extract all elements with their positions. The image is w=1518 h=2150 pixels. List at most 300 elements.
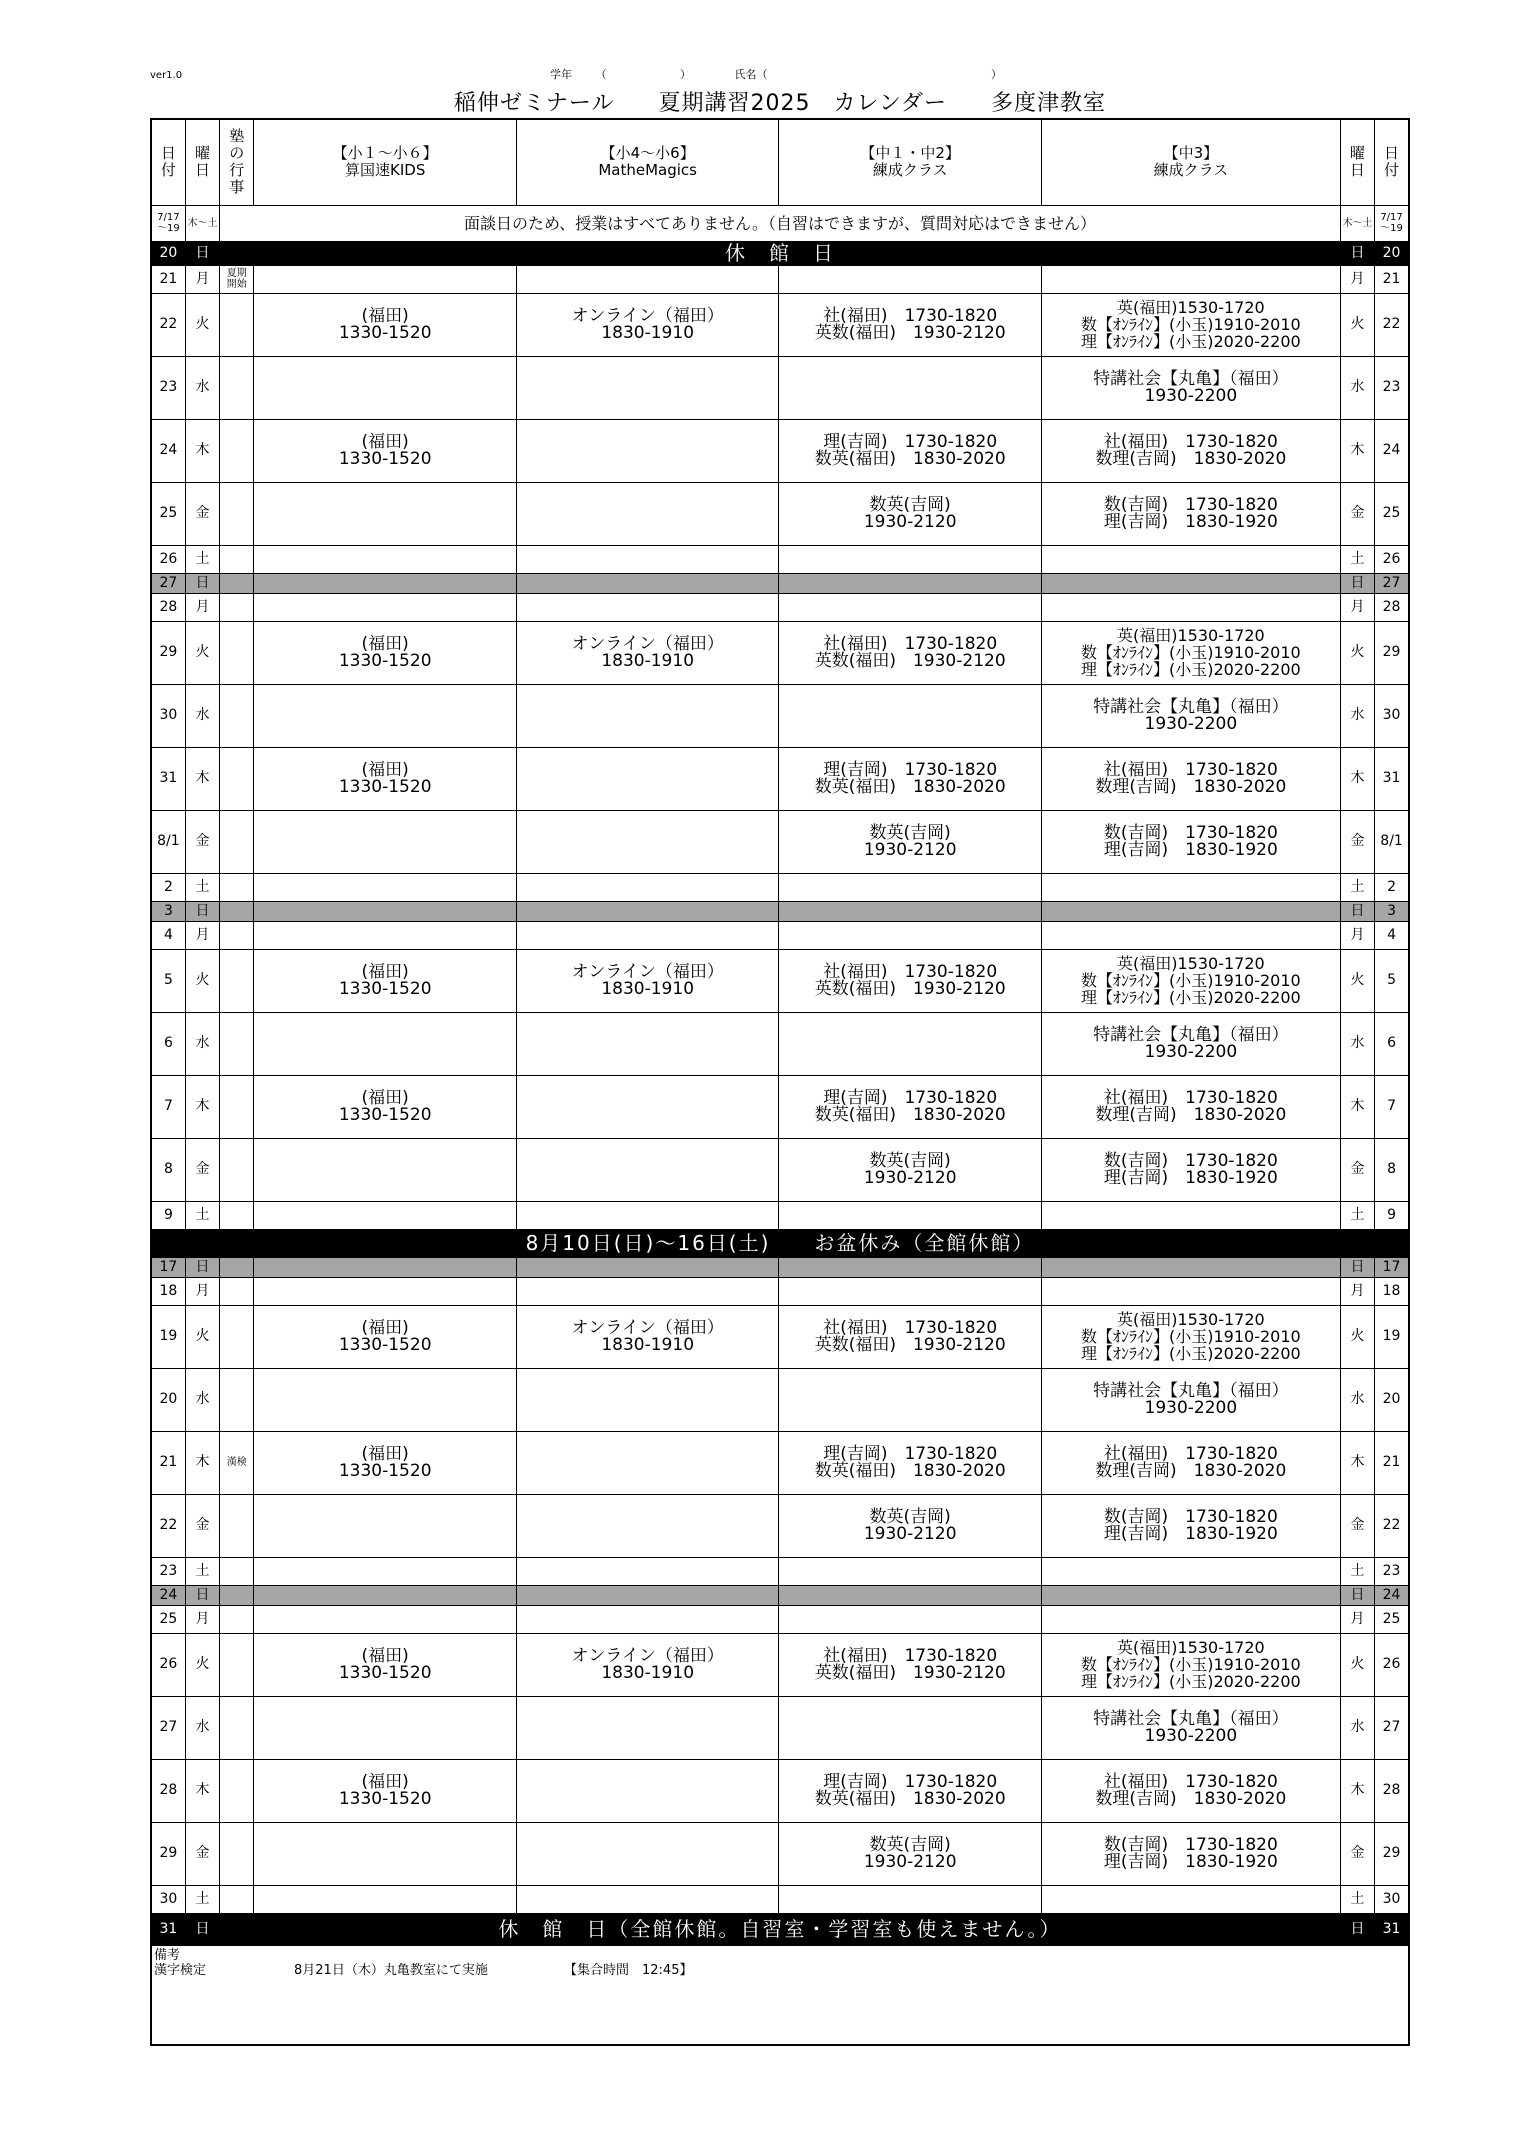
event-cell: 漢検 [220,1431,254,1494]
weekday-cell: 金 [185,1822,219,1885]
kids-cell [254,482,517,545]
weekday-cell: 火 [185,949,219,1012]
weekday-cell-right: 月 [1340,1605,1374,1633]
event-cell [220,873,254,901]
event-cell [220,593,254,621]
middle-1-2-cell [779,1585,1042,1605]
middle-1-2-cell: 社(福田) 1730-1820 英数(福田) 1930-2120 [779,1633,1042,1696]
header-date: 日 付 [151,119,185,205]
event-cell [220,1585,254,1605]
header-middle-3: 【中3】 練成クラス [1041,119,1340,205]
date-cell: 29 [151,621,185,684]
kids-cell [254,1585,517,1605]
event-cell [220,356,254,419]
weekday-cell-right: 火 [1340,293,1374,356]
date-cell: 25 [151,482,185,545]
mathemagics-cell [516,810,779,873]
middle-3-cell: 英(福田)1530-1720 数【ｵﾝﾗｲﾝ】(小玉)1910-2010 理【ｵﾝﾗｲﾝ】(小玉)2020-2200 [1041,621,1340,684]
date-cell-right: 2 [1375,873,1409,901]
weekday-cell: 金 [185,1494,219,1557]
date-cell-right: 22 [1375,293,1409,356]
middle-1-2-cell [779,573,1042,593]
weekday-cell: 木 [185,1431,219,1494]
kids-cell: (福田) 1330-1520 [254,1305,517,1368]
middle-3-cell [1041,921,1340,949]
middle-1-2-cell: 理(吉岡) 1730-1820 数英(福田) 1830-2020 [779,419,1042,482]
date-cell: 28 [151,1759,185,1822]
middle-1-2-cell: 数英(吉岡) 1930-2120 [779,1138,1042,1201]
event-cell [220,1368,254,1431]
table-row [151,1075,1409,1138]
date-cell: 8 [151,1138,185,1201]
table-row [151,1557,1409,1585]
mathemagics-cell [516,1431,779,1494]
event-cell [220,545,254,573]
header-middle-1-2: 【中１・中2】 練成クラス [779,119,1042,205]
middle-1-2-cell [779,1257,1042,1277]
middle-1-2-cell [779,1885,1042,1913]
name-label: 氏名（ [734,68,768,81]
kids-cell [254,1822,517,1885]
date-cell: 23 [151,356,185,419]
table-row [151,241,1409,265]
date-cell-right: 26 [1375,545,1409,573]
weekday-cell-right: 火 [1340,1305,1374,1368]
date-cell: 8/1 [151,810,185,873]
kids-cell [254,1277,517,1305]
weekday-cell-right: 火 [1340,1633,1374,1696]
middle-3-cell: 数(吉岡) 1730-1820 理(吉岡) 1830-1920 [1041,1138,1340,1201]
middle-3-cell [1041,545,1340,573]
kids-cell: (福田) 1330-1520 [254,1431,517,1494]
interview-notice: 面談日のため、授業はすべてありません。（自習はできますが、質問対応はできません） [220,205,1341,241]
date-cell-right: 28 [1375,593,1409,621]
notes-heading: 備考 [154,1947,181,1963]
table-row [151,1305,1409,1368]
date-cell-right: 24 [1375,1585,1409,1605]
date-cell: 3 [151,901,185,921]
weekday-cell: 水 [185,1012,219,1075]
date-cell-right: 9 [1375,1201,1409,1229]
middle-3-cell: 特講社会【丸亀】（福田） 1930-2200 [1041,1012,1340,1075]
weekday-cell: 水 [185,356,219,419]
table-row [151,1633,1409,1696]
weekday-cell: 火 [185,293,219,356]
middle-1-2-cell: 数英(吉岡) 1930-2120 [779,1822,1042,1885]
mathemagics-cell [516,1885,779,1913]
weekday-cell-right: 日 [1340,241,1374,265]
date-cell: 31 [151,747,185,810]
date-cell-right: 3 [1375,901,1409,921]
weekday-cell: 日 [185,1257,219,1277]
mathemagics-cell [516,1605,779,1633]
version-label: ver1.0 [150,70,183,81]
kids-cell [254,1494,517,1557]
date-cell-right: 22 [1375,1494,1409,1557]
date-cell: 21 [151,1431,185,1494]
middle-3-cell [1041,1257,1340,1277]
event-cell [220,747,254,810]
kids-cell: (福田) 1330-1520 [254,419,517,482]
weekday-cell: 月 [185,1277,219,1305]
table-row [151,901,1409,921]
middle-1-2-cell: 社(福田) 1730-1820 英数(福田) 1930-2120 [779,621,1042,684]
kids-cell [254,1012,517,1075]
weekday-cell-right: 土 [1340,545,1374,573]
middle-3-cell: 英(福田)1530-1720 数【ｵﾝﾗｲﾝ】(小玉)1910-2010 理【ｵﾝﾗｲﾝ】(小玉)2020-2200 [1041,1633,1340,1696]
kids-cell: (福田) 1330-1520 [254,747,517,810]
date-cell: 27 [151,1696,185,1759]
middle-3-cell: 英(福田)1530-1720 数【ｵﾝﾗｲﾝ】(小玉)1910-2010 理【ｵﾝﾗｲﾝ】(小玉)2020-2200 [1041,1305,1340,1368]
middle-3-cell: 英(福田)1530-1720 数【ｵﾝﾗｲﾝ】(小玉)1910-2010 理【ｵﾝﾗｲﾝ】(小玉)2020-2200 [1041,949,1340,1012]
middle-1-2-cell [779,545,1042,573]
middle-3-cell: 特講社会【丸亀】（福田） 1930-2200 [1041,1368,1340,1431]
weekday-cell-right: 金 [1340,810,1374,873]
middle-3-cell [1041,901,1340,921]
weekday-cell-right: 土 [1340,1557,1374,1585]
kids-cell: (福田) 1330-1520 [254,1633,517,1696]
event-cell [220,1696,254,1759]
middle-3-cell: 英(福田)1530-1720 数【ｵﾝﾗｲﾝ】(小玉)1910-2010 理【ｵﾝﾗｲﾝ】(小玉)2020-2200 [1041,293,1340,356]
notes-item-detail: 8月21日（木）丸亀教室にて実施 [294,1962,488,1978]
middle-1-2-cell: 社(福田) 1730-1820 英数(福田) 1930-2120 [779,949,1042,1012]
weekday-cell-right: 水 [1340,356,1374,419]
middle-3-cell: 社(福田) 1730-1820 数理(吉岡) 1830-2020 [1041,747,1340,810]
date-cell-right: 19 [1375,1305,1409,1368]
weekday-cell-right: 水 [1340,1012,1374,1075]
date-cell: 7 [151,1075,185,1138]
weekday-cell: 日 [185,1585,219,1605]
middle-3-cell [1041,593,1340,621]
obon-banner: 8月10日(日)～16日(土) お盆休み（全館休館） [151,1229,1409,1257]
middle-3-cell [1041,265,1340,293]
weekday-cell: 月 [185,593,219,621]
date-cell-right: 20 [1375,1368,1409,1431]
date-cell: 21 [151,265,185,293]
mathemagics-cell [516,545,779,573]
weekday-cell-right: 水 [1340,1368,1374,1431]
middle-1-2-cell [779,1368,1042,1431]
weekday-cell: 木～土 [185,205,219,241]
table-row [151,921,1409,949]
weekday-cell: 金 [185,810,219,873]
weekday-cell-right: 木 [1340,1431,1374,1494]
date-cell: 17 [151,1257,185,1277]
event-cell [220,1822,254,1885]
date-cell: 29 [151,1822,185,1885]
mathemagics-cell [516,1257,779,1277]
kids-cell [254,810,517,873]
weekday-cell-right: 月 [1340,1277,1374,1305]
header-mathemagics: 【小4～小6】 MatheMagics [516,119,779,205]
middle-1-2-cell [779,1605,1042,1633]
mathemagics-cell: オンライン（福田） 1830-1910 [516,1633,779,1696]
date-cell: 26 [151,545,185,573]
event-cell [220,684,254,747]
kids-cell [254,873,517,901]
middle-3-cell [1041,1557,1340,1585]
date-cell-right: 28 [1375,1759,1409,1822]
calendar-table [150,118,1410,2046]
middle-3-cell: 社(福田) 1730-1820 数理(吉岡) 1830-2020 [1041,1075,1340,1138]
event-cell [220,1633,254,1696]
table-row [151,573,1409,593]
table-row [151,265,1409,293]
kids-cell: (福田) 1330-1520 [254,293,517,356]
event-cell [220,1305,254,1368]
middle-3-cell: 数(吉岡) 1730-1820 理(吉岡) 1830-1920 [1041,1494,1340,1557]
date-cell: 31 [151,1913,185,1945]
table-row [151,1822,1409,1885]
notes-cell [151,1945,1409,2045]
date-cell-right: 26 [1375,1633,1409,1696]
middle-1-2-cell: 数英(吉岡) 1930-2120 [779,482,1042,545]
mathemagics-cell [516,684,779,747]
mathemagics-cell [516,1822,779,1885]
date-cell-right: 23 [1375,1557,1409,1585]
middle-3-cell [1041,1605,1340,1633]
date-cell-right: 23 [1375,356,1409,419]
table-row [151,1585,1409,1605]
date-cell-right: 5 [1375,949,1409,1012]
date-cell-right: 20 [1375,241,1409,265]
date-cell-right: 29 [1375,1822,1409,1885]
mathemagics-cell [516,1494,779,1557]
weekday-cell-right: 火 [1340,949,1374,1012]
kids-cell [254,1201,517,1229]
table-row [151,1277,1409,1305]
header-weekday: 曜 日 [185,119,219,205]
notes-item-time: 【集合時間 12:45】 [564,1962,693,1978]
event-cell [220,1557,254,1585]
mathemagics-cell [516,873,779,901]
kids-cell [254,265,517,293]
event-cell [220,621,254,684]
weekday-cell-right: 日 [1340,1585,1374,1605]
date-cell-right: 30 [1375,1885,1409,1913]
weekday-cell: 日 [185,901,219,921]
mathemagics-cell [516,1759,779,1822]
mathemagics-cell [516,419,779,482]
weekday-cell: 火 [185,1305,219,1368]
middle-3-cell: 社(福田) 1730-1820 数理(吉岡) 1830-2020 [1041,1759,1340,1822]
table-row [151,1431,1409,1494]
middle-3-cell [1041,1585,1340,1605]
date-cell-right: 18 [1375,1277,1409,1305]
student-fields [550,66,1070,82]
notes-item [154,1963,1406,1978]
weekday-cell-right: 木 [1340,1759,1374,1822]
date-cell: 7/17 ～19 [151,205,185,241]
weekday-cell-right: 日 [1340,1257,1374,1277]
weekday-cell-right: 水 [1340,684,1374,747]
table-row [151,873,1409,901]
event-cell: 夏期 開始 [220,265,254,293]
kids-cell [254,1605,517,1633]
mathemagics-cell [516,573,779,593]
table-row [151,810,1409,873]
date-cell-right: 31 [1375,747,1409,810]
middle-3-cell: 特講社会【丸亀】（福田） 1930-2200 [1041,684,1340,747]
weekday-cell-right: 火 [1340,621,1374,684]
middle-1-2-cell: 数英(吉岡) 1930-2120 [779,1494,1042,1557]
school-name: 稲伸ゼミナール [453,91,615,116]
middle-1-2-cell: 理(吉岡) 1730-1820 数英(福田) 1830-2020 [779,1759,1042,1822]
table-row [151,1368,1409,1431]
kids-cell [254,356,517,419]
weekday-cell: 土 [185,1201,219,1229]
middle-3-cell: 社(福田) 1730-1820 数理(吉岡) 1830-2020 [1041,419,1340,482]
middle-1-2-cell [779,901,1042,921]
weekday-cell-right: 日 [1340,573,1374,593]
date-cell: 23 [151,1557,185,1585]
kids-cell [254,1885,517,1913]
middle-3-cell [1041,1885,1340,1913]
weekday-cell-right: 土 [1340,1201,1374,1229]
table-row [151,1759,1409,1822]
event-cell [220,1257,254,1277]
weekday-cell: 月 [185,265,219,293]
mathemagics-cell: オンライン（福田） 1830-1910 [516,621,779,684]
date-cell: 20 [151,1368,185,1431]
mathemagics-cell [516,747,779,810]
weekday-cell-right: 木 [1340,747,1374,810]
weekday-cell: 木 [185,1075,219,1138]
grade-open: （ [595,68,607,81]
event-cell [220,901,254,921]
mathemagics-cell [516,921,779,949]
kids-cell: (福田) 1330-1520 [254,949,517,1012]
event-cell [220,1277,254,1305]
page-title [150,86,1410,117]
table-row [151,1012,1409,1075]
date-cell: 18 [151,1277,185,1305]
kids-cell [254,593,517,621]
date-cell: 9 [151,1201,185,1229]
table-row [151,419,1409,482]
date-cell-right: 31 [1375,1913,1409,1945]
table-row [151,593,1409,621]
event-cell [220,482,254,545]
weekday-cell-right: 水 [1340,1696,1374,1759]
grade-close: ） [680,68,691,81]
mathemagics-cell [516,1585,779,1605]
closed-banner: 休 館 日 [220,241,1341,265]
weekday-cell-right: 木 [1340,1075,1374,1138]
date-cell: 2 [151,873,185,901]
weekday-cell: 日 [185,241,219,265]
middle-1-2-cell [779,684,1042,747]
weekday-cell: 土 [185,873,219,901]
middle-3-cell: 数(吉岡) 1730-1820 理(吉岡) 1830-1920 [1041,810,1340,873]
interview-row [151,205,1409,241]
table-row [151,684,1409,747]
mathemagics-cell [516,265,779,293]
table-row [151,1201,1409,1229]
event-cell [220,419,254,482]
table-row [151,1696,1409,1759]
middle-1-2-cell [779,1201,1042,1229]
weekday-cell-right: 木 [1340,419,1374,482]
obon-row [151,1229,1409,1257]
table-row [151,1605,1409,1633]
date-cell: 4 [151,921,185,949]
middle-1-2-cell [779,593,1042,621]
middle-1-2-cell: 社(福田) 1730-1820 英数(福田) 1930-2120 [779,293,1042,356]
date-cell-right: 24 [1375,419,1409,482]
mathemagics-cell [516,482,779,545]
mathemagics-cell [516,1557,779,1585]
grade-label: 学年 [550,68,572,81]
kids-cell [254,1138,517,1201]
date-cell-right: 4 [1375,921,1409,949]
mathemagics-cell: オンライン（福田） 1830-1910 [516,1305,779,1368]
middle-3-cell [1041,1277,1340,1305]
weekday-cell-right: 月 [1340,593,1374,621]
middle-1-2-cell: 理(吉岡) 1730-1820 数英(福田) 1830-2020 [779,1075,1042,1138]
middle-3-cell: 社(福田) 1730-1820 数理(吉岡) 1830-2020 [1041,1431,1340,1494]
weekday-cell-right: 金 [1340,482,1374,545]
weekday-cell: 土 [185,1885,219,1913]
mathemagics-cell: オンライン（福田） 1830-1910 [516,293,779,356]
weekday-cell: 月 [185,1605,219,1633]
event-cell [220,949,254,1012]
mathemagics-cell [516,1138,779,1201]
notes-item-label: 漢字検定 [154,1962,207,1978]
date-cell-right: 8/1 [1375,810,1409,873]
table-row [151,545,1409,573]
weekday-cell-right: 金 [1340,1494,1374,1557]
date-cell-right: 25 [1375,482,1409,545]
event-cell [220,1494,254,1557]
table-row [151,621,1409,684]
weekday-cell: 木 [185,1759,219,1822]
weekday-cell: 火 [185,621,219,684]
middle-3-cell: 特講社会【丸亀】（福田） 1930-2200 [1041,1696,1340,1759]
middle-1-2-cell [779,1012,1042,1075]
date-cell: 30 [151,1885,185,1913]
date-cell: 5 [151,949,185,1012]
weekday-cell-right: 日 [1340,901,1374,921]
weekday-cell-right: 土 [1340,873,1374,901]
date-cell: 20 [151,241,185,265]
table-row [151,1138,1409,1201]
date-cell: 24 [151,419,185,482]
date-cell-right: 21 [1375,1431,1409,1494]
mathemagics-cell: オンライン（福田） 1830-1910 [516,949,779,1012]
weekday-cell: 水 [185,1696,219,1759]
date-cell-right: 29 [1375,621,1409,684]
kids-cell [254,1257,517,1277]
date-cell-right: 8 [1375,1138,1409,1201]
table-row [151,356,1409,419]
weekday-cell: 日 [185,573,219,593]
date-cell: 30 [151,684,185,747]
header-date-right: 日 付 [1375,119,1409,205]
weekday-cell: 月 [185,921,219,949]
date-cell-right: 7 [1375,1075,1409,1138]
date-cell: 19 [151,1305,185,1368]
header-event: 塾 の 行 事 [220,119,254,205]
mathemagics-cell [516,1075,779,1138]
mathemagics-cell [516,1696,779,1759]
kids-cell [254,1368,517,1431]
kids-cell [254,901,517,921]
middle-3-cell: 数(吉岡) 1730-1820 理(吉岡) 1830-1920 [1041,1822,1340,1885]
kids-cell [254,545,517,573]
kids-cell [254,1557,517,1585]
event-cell [220,1138,254,1201]
